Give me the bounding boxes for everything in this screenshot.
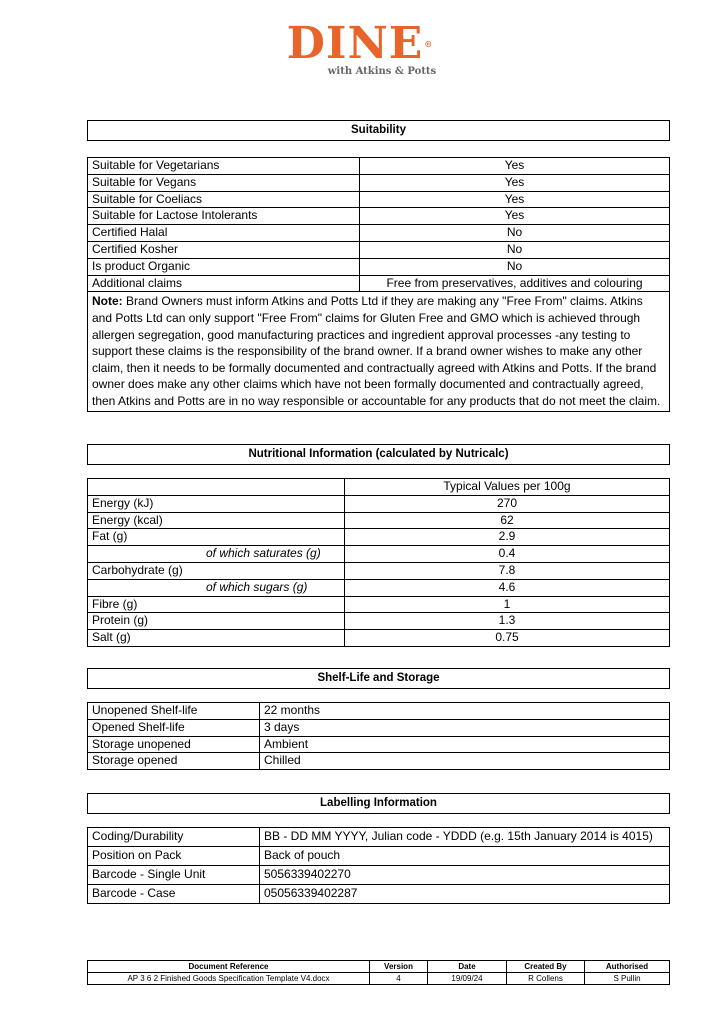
- row-value: 0.4: [345, 546, 670, 563]
- table-row: [88, 174, 670, 191]
- shelf-header: [87, 668, 670, 689]
- row-label: Unopened Shelf-life: [88, 703, 260, 720]
- row-value: Yes: [360, 191, 670, 208]
- footer-header: Authorised: [585, 961, 670, 973]
- row-value: 1.3: [345, 613, 670, 630]
- row-label: Fibre (g): [88, 596, 345, 613]
- table-row: [88, 630, 670, 647]
- section-title: Nutritional Information (calculated by Nutricalc): [88, 445, 670, 465]
- footer-header: Created By: [507, 961, 585, 973]
- row-label: Energy (kJ): [88, 495, 345, 512]
- row-label: Certified Kosher: [88, 241, 360, 258]
- table-row: [88, 736, 670, 753]
- table-row: [88, 847, 670, 866]
- row-value: 2.9: [345, 529, 670, 546]
- row-label: Suitable for Coeliacs: [88, 191, 360, 208]
- row-value: No: [360, 241, 670, 258]
- table-row: [88, 719, 670, 736]
- suitability-header: [87, 120, 670, 141]
- logo-registered-mark: ®: [424, 39, 434, 49]
- table-row: [88, 562, 670, 579]
- row-value: 3 days: [260, 719, 670, 736]
- footer-header: Date: [428, 961, 507, 973]
- row-label: Certified Halal: [88, 225, 360, 242]
- row-label: Barcode - Single Unit: [88, 866, 260, 885]
- table-row: [88, 613, 670, 630]
- row-value: 0.75: [345, 630, 670, 647]
- row-value: Yes: [360, 158, 670, 175]
- row-value: No: [360, 225, 670, 242]
- nutrition-header: [87, 444, 670, 465]
- row-value: 4.6: [345, 579, 670, 596]
- footer-value-row: [88, 973, 670, 985]
- footer-header-row: [88, 961, 670, 973]
- row-value: No: [360, 258, 670, 275]
- suitability-table: [87, 157, 670, 412]
- row-label: Storage opened: [88, 753, 260, 770]
- document-reference: AP 3 6 2 Finished Goods Specification Template V4.docx: [88, 973, 370, 985]
- table-row: [88, 866, 670, 885]
- column-header: Typical Values per 100g: [345, 479, 670, 496]
- row-value: 7.8: [345, 562, 670, 579]
- row-label: Is product Organic: [88, 258, 360, 275]
- table-row: [88, 158, 670, 175]
- row-label: Suitable for Vegetarians: [88, 158, 360, 175]
- table-row: [88, 703, 670, 720]
- section-title: Shelf-Life and Storage: [88, 669, 670, 689]
- row-value: 62: [345, 512, 670, 529]
- table-row: [88, 512, 670, 529]
- table-row: [88, 529, 670, 546]
- row-label: Additional claims: [88, 275, 360, 292]
- table-row: [88, 596, 670, 613]
- document-date: 19/09/24: [428, 973, 507, 985]
- logo-tagline: with Atkins & Potts: [327, 66, 437, 77]
- section-title: Suitability: [88, 121, 670, 141]
- row-label: Fat (g): [88, 529, 345, 546]
- company-logo: [0, 18, 720, 77]
- row-value: 22 months: [260, 703, 670, 720]
- table-row: [88, 479, 670, 496]
- note-text: Brand Owners must inform Atkins and Potts Ltd if they are making any "Free From" claims. Atkins and Potts Ltd can only support "Free From" claims for Gluten Free and GMO which is achieved through allergen segregation, good manufacturing practices and ingredient approval processes -any testing to support these claims is the responsibility of the brand owner. If a brand owner wishes to make any other claim, then it needs to be formally documented and contractually agreed with Atkins and Potts. If the brand owner does make any other claims which have not been formally documented and contractually agreed, then Atkins and Potts are in no way responsible or accountable for any products that do not meet the claim.: [92, 294, 661, 408]
- row-value: 05056339402287: [260, 885, 670, 904]
- document-footer: [87, 960, 670, 985]
- row-value: 270: [345, 495, 670, 512]
- row-label: Suitable for Vegans: [88, 174, 360, 191]
- row-label: of which sugars (g): [88, 579, 345, 596]
- row-value: Yes: [360, 208, 670, 225]
- row-value: BB - DD MM YYYY, Julian code - YDDD (e.g. 15th January 2014 is 4015): [260, 828, 670, 847]
- row-value: Chilled: [260, 753, 670, 770]
- row-label: Energy (kcal): [88, 512, 345, 529]
- document-created-by: R Collens: [507, 973, 585, 985]
- shelf-table: [87, 702, 670, 770]
- row-value: Ambient: [260, 736, 670, 753]
- section-title: Labelling Information: [88, 794, 670, 814]
- row-label: Suitable for Lactose Intolerants: [88, 208, 360, 225]
- row-value: Yes: [360, 174, 670, 191]
- table-row: [88, 258, 670, 275]
- row-value: 5056339402270: [260, 866, 670, 885]
- footer-header: Document Reference: [88, 961, 370, 973]
- table-row: [88, 495, 670, 512]
- row-label: Salt (g): [88, 630, 345, 647]
- row-label: Coding/Durability: [88, 828, 260, 847]
- row-label: Carbohydrate (g): [88, 562, 345, 579]
- table-row: [88, 579, 670, 596]
- row-label: Barcode - Case: [88, 885, 260, 904]
- table-row: [88, 241, 670, 258]
- table-row: [88, 753, 670, 770]
- nutrition-table: [87, 478, 670, 647]
- note-row: [88, 292, 670, 411]
- labelling-table: [87, 827, 670, 904]
- row-value: Free from preservatives, additives and colouring: [360, 275, 670, 292]
- note-label: Note:: [92, 294, 123, 309]
- row-label: Storage unopened: [88, 736, 260, 753]
- row-value: Back of pouch: [260, 847, 670, 866]
- labelling-header: [87, 793, 670, 814]
- table-row: [88, 208, 670, 225]
- row-label: Opened Shelf-life: [88, 719, 260, 736]
- document-authorised: S Pullin: [585, 973, 670, 985]
- document-version: 4: [370, 973, 428, 985]
- table-row: [88, 225, 670, 242]
- table-row: [88, 275, 670, 292]
- row-value: 1: [345, 596, 670, 613]
- row-label: Position on Pack: [88, 847, 260, 866]
- footer-header: Version: [370, 961, 428, 973]
- row-label: of which saturates (g): [88, 546, 345, 563]
- table-row: [88, 885, 670, 904]
- table-row: [88, 191, 670, 208]
- row-label: Protein (g): [88, 613, 345, 630]
- table-row: [88, 546, 670, 563]
- logo-brand: DINE: [286, 18, 424, 69]
- table-row: [88, 828, 670, 847]
